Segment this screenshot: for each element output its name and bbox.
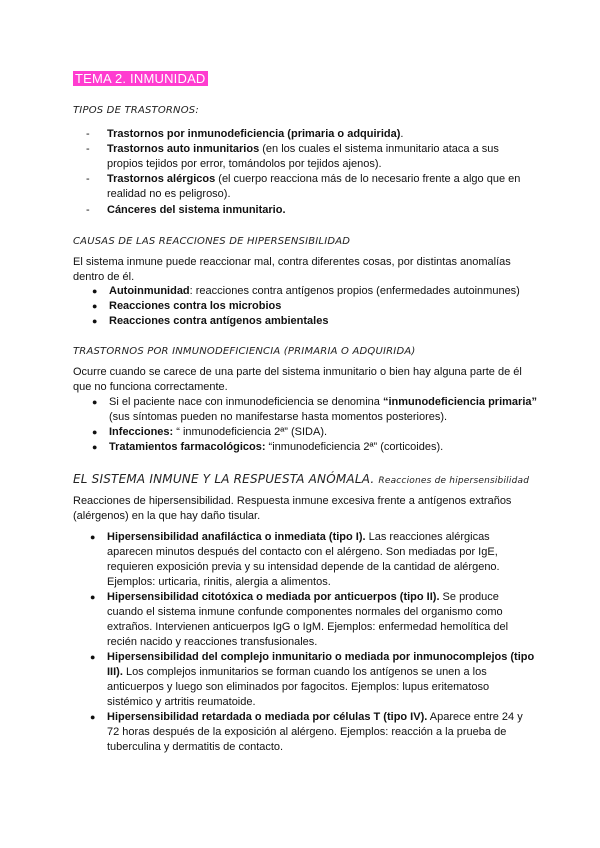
sistema-inmune-intro: Reacciones de hipersensibilidad. Respuesta inmune excesiva frente a antígenos extraños (alérgenos) en la que hay daño tisular. [73, 495, 512, 522]
section-heading-main: EL SISTEMA INMUNE Y LA RESPUESTA ANÓMALA. [73, 472, 375, 486]
list-item: ● Reacciones contra los microbios [109, 299, 539, 314]
list-item: - Trastornos auto inmunitarios (en los cuales el sistema inmunitario ataca a sus propios tejidos por error, tomándolos por tejidos ajenos). [107, 142, 532, 172]
page-title: TEMA 2. INMUNIDAD [75, 71, 206, 86]
tipos-list [107, 127, 532, 218]
list-item: ● Tratamientos farmacológicos: “inmunodeficiencia 2ª” (corticoides). [109, 440, 537, 455]
causas-intro: El sistema inmune puede reaccionar mal, contra diferentes cosas, por distintas anomalías dentro de él. [73, 256, 511, 283]
causas-list [109, 284, 539, 329]
section-heading-sistema-inmune [73, 472, 529, 486]
inmunodeficiencia-intro: Ocurre cuando se carece de una parte del sistema inmunitario o bien hay alguna parte de él que no funciona correctamente. [73, 366, 522, 393]
list-item: ● Hipersensibilidad retardada o mediada por células T (tipo IV). Aparece entre 24 y 72 horas después de la exposición al alérgeno. Ejemplos: reacción a la prueba de tuberculina y dermatitis de contacto. [107, 710, 535, 755]
list-item: ● Si el paciente nace con inmunodeficiencia se denomina “inmunodeficiencia primaria” (sus síntomas pueden no manifestarse hasta momentos posteriores). [109, 395, 537, 425]
list-item: ● Autoinmunidad: reacciones contra antígenos propios (enfermedades autoinmunes) [109, 284, 539, 299]
list-item: - Cánceres del sistema inmunitario. [107, 203, 532, 218]
list-item: ● Hipersensibilidad citotóxica o mediada por anticuerpos (tipo II). Se produce cuando el sistema inmune confunde componentes normales del organismo como extraños. Intervienen anticuerpos IgG o IgM. Ejemplos: enfermedad hemolítica del recién nacido y reacciones transfusionales. [107, 590, 535, 650]
section-heading-causas: CAUSAS DE LAS REACCIONES DE HIPERSENSIBILIDAD [73, 236, 351, 247]
list-item: ● Hipersensibilidad anafiláctica o inmediata (tipo I). Las reacciones alérgicas aparecen minutos después del contacto con el alérgeno. Son mediadas por IgE, requieren exposición previa y su intensidad depende de la cantidad de alérgeno. Ejemplos: urticaria, rinitis, alergia a alimentos. [107, 530, 535, 590]
list-item: ● Infecciones: “ inmunodeficiencia 2ª” (SIDA). [109, 425, 537, 440]
list-item: - Trastornos por inmunodeficiencia (primaria o adquirida). [107, 127, 532, 142]
section-heading-tipos: TIPOS DE TRASTORNOS: [73, 105, 199, 116]
list-item: ● Hipersensibilidad del complejo inmunitario o mediada por inmunocomplejos (tipo III). Los complejos inmunitarios se forman cuando los antígenos se unen a los anticuerpos y luego son eliminados por fagocitos. Ejemplos: lupus eritematoso sistémico y artritis reumatoide. [107, 650, 535, 710]
section-heading-sub: Reacciones de hipersensibilidad [378, 476, 530, 486]
hipersensibilidad-list [107, 530, 535, 755]
list-item: - Trastornos alérgicos (el cuerpo reacciona más de lo necesario frente a algo que en realidad no es peligroso). [107, 172, 532, 202]
section-heading-inmunodeficiencia: TRASTORNOS POR INMUNODEFICIENCIA (PRIMARIA O ADQUIRIDA) [73, 346, 416, 357]
inmunodeficiencia-list [109, 395, 537, 455]
list-item: ● Reacciones contra antígenos ambientales [109, 314, 539, 329]
